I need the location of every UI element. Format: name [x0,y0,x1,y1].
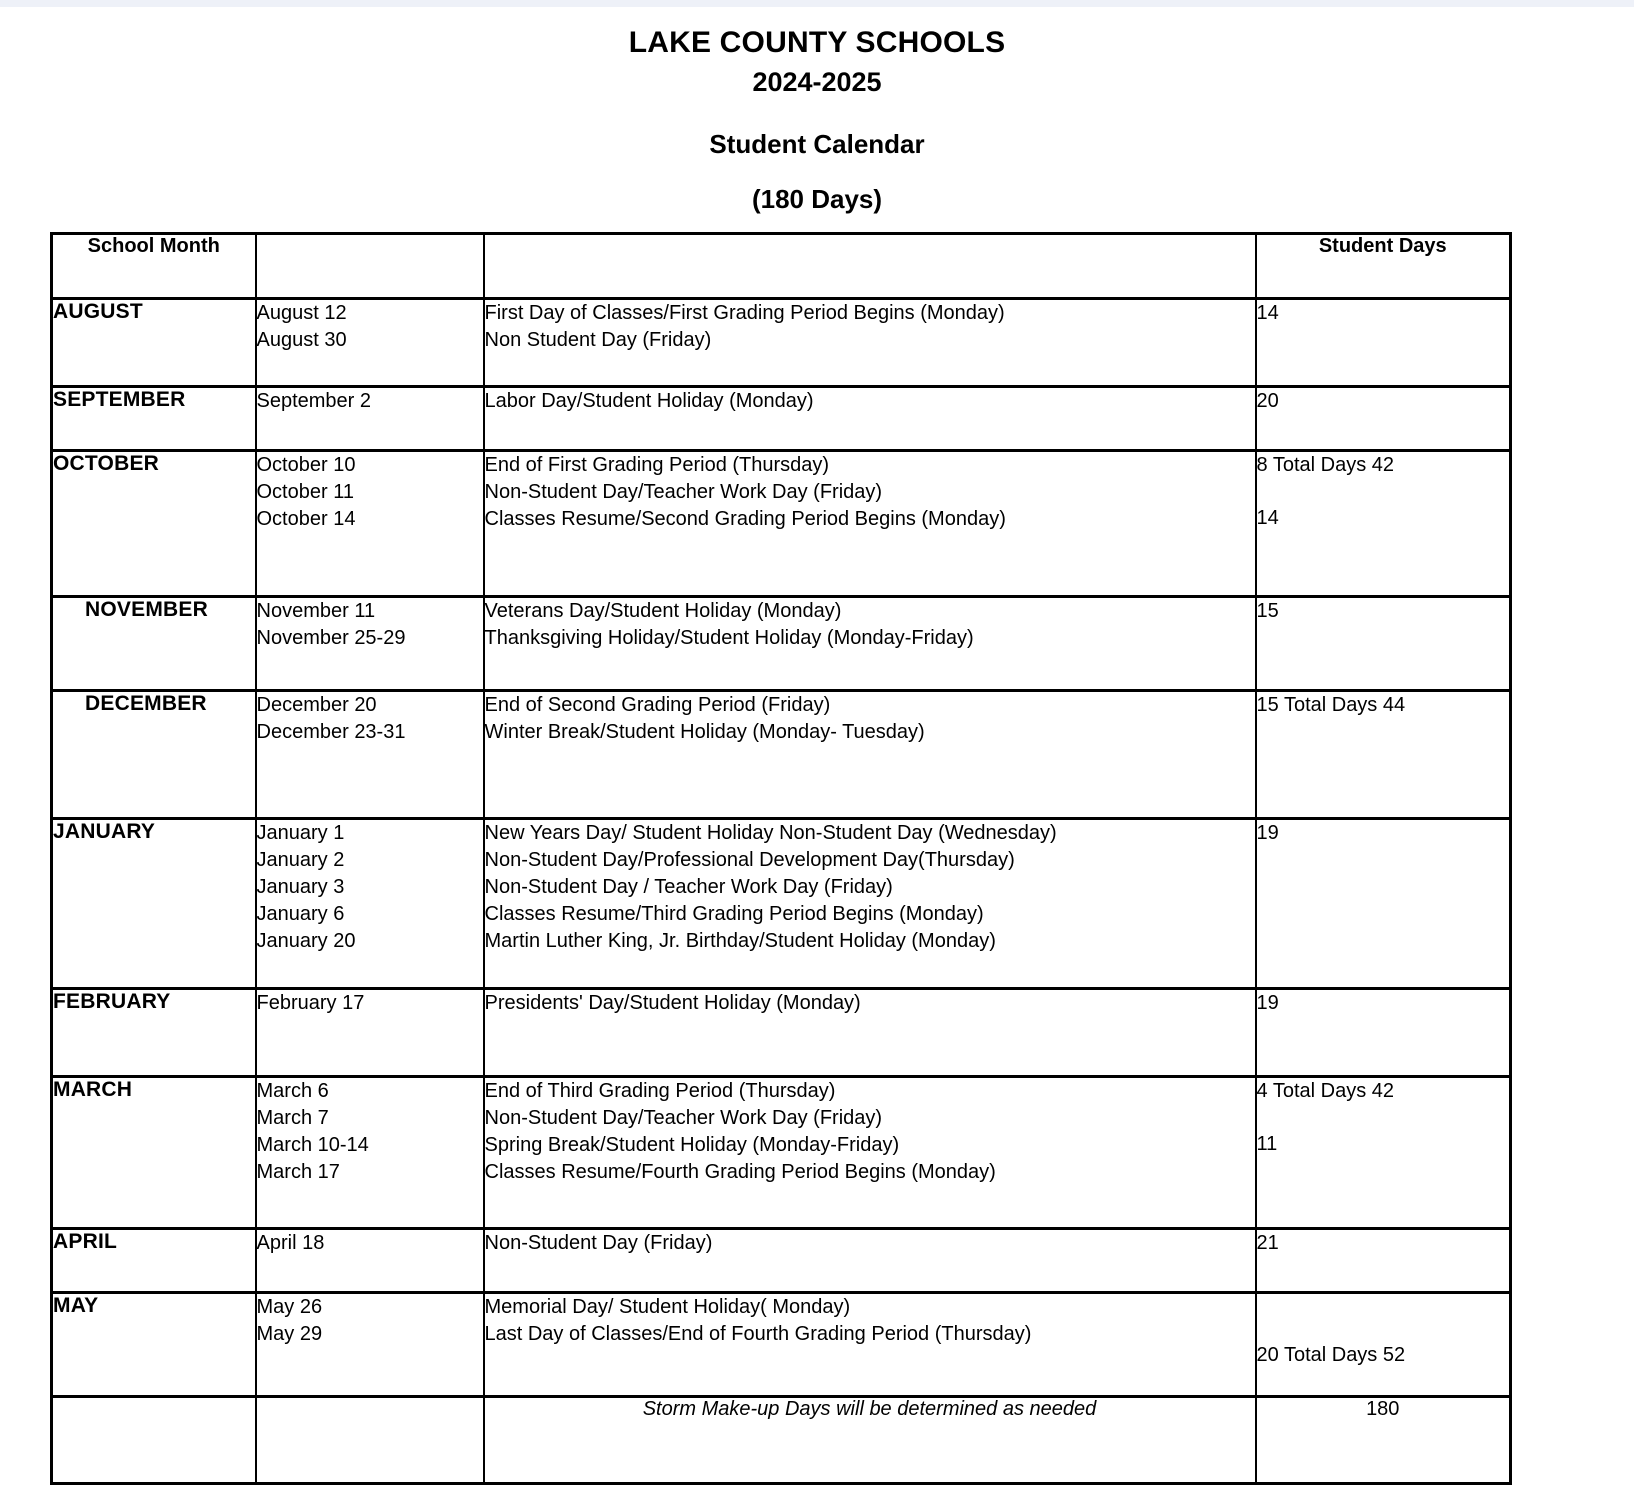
text-line: Martin Luther King, Jr. Birthday/Student Holiday (Monday) [484,930,996,952]
table-row [52,989,1511,1077]
text-line: October 14 [256,508,356,530]
text-line: October 10 [256,454,356,476]
footer-blank-date [256,1397,484,1484]
text-line: Non-Student Day/Teacher Work Day (Friday) [484,481,883,503]
school-year: 2024-2025 [752,67,882,98]
dates-cell [256,819,484,989]
student-calendar-table [50,232,1512,1485]
column-header-description [484,234,1256,299]
student-days-value: 20 [1256,390,1279,412]
text-line: May 26 [256,1296,323,1318]
month-name-cell: FEBRUARY [52,989,256,1077]
column-header-date [256,234,484,299]
month-name-cell: APRIL [52,1229,256,1293]
table-row [52,819,1511,989]
vertical-spacer [1257,1105,1510,1131]
dates-cell [256,597,484,691]
event-description-cell [484,691,1256,819]
dates-cell [256,1229,484,1293]
text-line: October 11 [256,481,354,503]
text-line: April 18 [256,1232,325,1254]
student-days-value: 15 [1256,600,1279,622]
text-line: New Years Day/ Student Holiday Non-Student Day (Wednesday) [484,822,1057,844]
text-line: Presidents' Day/Student Holiday (Monday) [484,992,861,1014]
text-line: January 3 [256,876,345,898]
column-header-school-month: School Month [52,234,256,299]
text-line: May 29 [256,1323,323,1345]
student-days-cell [1256,1293,1511,1397]
text-line: September 2 [256,390,372,412]
text-line: Classes Resume/Fourth Grading Period Begins (Monday) [484,1161,996,1183]
calendar-subtitle: Student Calendar [709,128,925,159]
text-line: End of Third Grading Period (Thursday) [484,1080,836,1102]
document-heading [0,0,1634,217]
student-days-value: 15 Total Days 44 [1256,694,1406,716]
student-days-cell [1256,989,1511,1077]
student-days-cell [1256,451,1511,597]
text-line: End of Second Grading Period (Friday) [484,694,831,716]
dates-cell [256,387,484,451]
student-days-value: 14 [1256,507,1279,529]
table-row [52,597,1511,691]
student-days-value: 19 [1256,992,1279,1014]
student-days-cell [1256,819,1511,989]
table-footer-row [52,1397,1511,1484]
student-days-value: 19 [1256,822,1279,844]
text-line: Veterans Day/Student Holiday (Monday) [484,600,842,622]
event-description-cell [484,1293,1256,1397]
text-line: December 20 [256,694,377,716]
student-days-cell [1256,387,1511,451]
student-days-value: 20 Total Days 52 [1256,1344,1406,1366]
month-name-cell: MAY [52,1293,256,1397]
text-line: Non-Student Day/Professional Development Day(Thursday) [484,849,1015,871]
dates-cell [256,299,484,387]
text-line: Non-Student Day/Teacher Work Day (Friday) [484,1107,883,1129]
student-days-cell [1256,597,1511,691]
event-description-cell [484,819,1256,989]
table-row [52,1293,1511,1397]
text-line: Thanksgiving Holiday/Student Holiday (Monday-Friday) [484,627,974,649]
dates-cell [256,451,484,597]
text-line: Winter Break/Student Holiday (Monday- Tuesday) [484,721,925,743]
calendar-table-wrapper [50,232,1509,1485]
text-line: Labor Day/Student Holiday (Monday) [484,390,814,412]
text-line: November 25-29 [256,627,406,649]
student-days-value: 11 [1256,1133,1278,1155]
text-line: January 20 [256,930,356,952]
event-description-cell [484,989,1256,1077]
table-header-row [52,234,1511,299]
student-days-value: 4 Total Days 42 [1256,1080,1394,1102]
dates-cell [256,1293,484,1397]
month-name-cell: MARCH [52,1077,256,1229]
text-line: January 2 [256,849,345,871]
month-name-cell: AUGUST [52,299,256,387]
total-student-days: 180 [1256,1397,1511,1484]
student-days-cell [1256,691,1511,819]
text-line: Non Student Day (Friday) [484,329,712,351]
event-description-cell [484,451,1256,597]
dates-cell [256,989,484,1077]
calendar-table-body [52,234,1511,1484]
student-days-cell [1256,1229,1511,1293]
text-line: March 17 [256,1161,340,1183]
month-name-cell: JANUARY [52,819,256,989]
dates-cell [256,1077,484,1229]
text-line: Classes Resume/Third Grading Period Begins (Monday) [484,903,984,925]
text-line: August 30 [256,329,347,351]
event-description-cell [484,1077,1256,1229]
text-line: Classes Resume/Second Grading Period Begins (Monday) [484,508,1006,530]
total-days-label: (180 Days) [751,183,883,214]
event-description-cell [484,387,1256,451]
student-days-value: 8 Total Days 42 [1256,454,1394,476]
column-header-student-days: Student Days [1256,234,1511,299]
student-days-value: 21 [1256,1232,1279,1254]
month-name-cell: SEPTEMBER [52,387,256,451]
event-description-cell [484,597,1256,691]
text-line: November 11 [256,600,376,622]
event-description-cell [484,299,1256,387]
dates-cell [256,691,484,819]
month-name-cell: DECEMBER [52,691,256,819]
student-days-cell [1256,299,1511,387]
text-line: First Day of Classes/First Grading Period Begins (Monday) [484,302,1005,324]
month-name-cell: OCTOBER [52,451,256,597]
text-line: January 1 [256,822,345,844]
month-name-cell: NOVEMBER [52,597,256,691]
table-row [52,387,1511,451]
event-description-cell [484,1229,1256,1293]
table-row [52,1229,1511,1293]
storm-makeup-note: Storm Make-up Days will be determined as needed [484,1397,1256,1484]
text-line: Last Day of Classes/End of Fourth Grading Period (Thursday) [484,1323,1032,1345]
text-line: Memorial Day/ Student Holiday( Monday) [484,1296,851,1318]
text-line: December 23-31 [256,721,406,743]
district-name: LAKE COUNTY SCHOOLS [628,26,1006,59]
table-row [52,299,1511,387]
text-line: January 6 [256,903,345,925]
text-line: August 12 [256,302,347,324]
table-row [52,1077,1511,1229]
text-line: Non-Student Day / Teacher Work Day (Friday) [484,876,893,898]
student-days-cell [1256,1077,1511,1229]
text-line: February 17 [256,992,365,1014]
text-line: Spring Break/Student Holiday (Monday-Friday) [484,1134,900,1156]
text-line: Non-Student Day (Friday) [484,1232,713,1254]
text-line: March 7 [256,1107,329,1129]
text-line: March 10-14 [256,1134,369,1156]
table-row [52,451,1511,597]
student-days-value: 14 [1256,302,1279,324]
vertical-spacer [1257,479,1510,505]
footer-blank-month [52,1397,256,1484]
text-line: End of First Grading Period (Thursday) [484,454,830,476]
table-row [52,691,1511,819]
text-line: March 6 [256,1080,329,1102]
